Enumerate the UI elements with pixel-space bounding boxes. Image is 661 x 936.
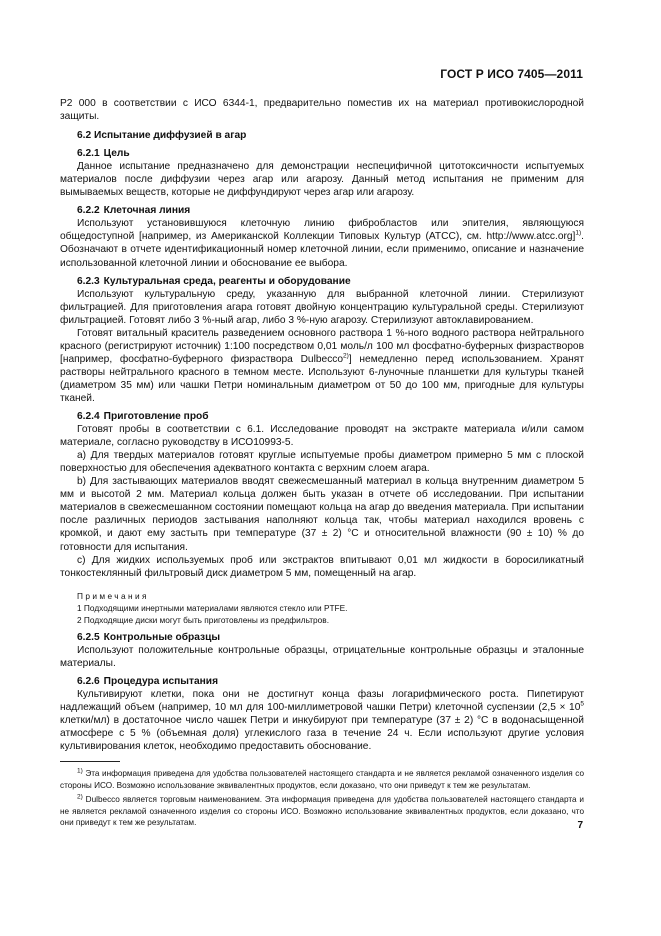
main-text (60, 97, 584, 753)
subsection-heading (60, 631, 584, 644)
section-title: Клеточная линия (103, 205, 191, 217)
text-span: Используют установившуюся клеточную линию фибробластов или эпителия, являющуюся общедоступной [например, из Американской Коллекции Типовых Культур (АТСС), см. http://www.atcc.org] (60, 218, 584, 243)
section-number: 6.2.2 (77, 205, 100, 217)
list-item: c) Для жидких используемых проб или экстрактов впитывают 0,01 мл жидкости в боросиликатный тонкостеклянный фильтровый диск диаметром 5 мм, помещенный на агар. (60, 554, 584, 579)
text-span: клетки/мл) в достаточное число чашек Петри и инкубируют при температуре (37 ± 2) °С в водонасыщенной атмосфере с 5 % (объемная доля) углекислого газа в течение 24 ч. Если используют другие условия культивирования клеток, необходимо предоставить обоснование. (60, 714, 584, 753)
section-title: Цель (103, 148, 130, 160)
paragraph: Используют положительные контрольные образцы, отрицательные контрольные образцы и эталонные материалы. (60, 644, 584, 669)
paragraph: Используют культуральную среду, указанную для выбранной клеточной линии. Стерилизуют фильтрацией. Для приготовления агара готовят двойную концентрацию культуральной среды. Стерилизуют фильтрацией. Готовят либо 3 %-ный агар, либо 3 %-ную агарозу. Стерилизуют автоклавированием. (60, 288, 584, 326)
paragraph: Данное испытание предназначено для демонстрации неспецифичной цитотоксичности испытуемых материалов после диффузии через агар или агарозу. Данный метод испытания не применим для вымываемых веществ, которые не диффундируют через агар или агарозу. (60, 161, 584, 199)
list-item: a) Для твердых материалов готовят круглые испытуемые пробы диаметром примерно 5 мм с плоской поверхностью для обеспечения адекватного контакта с верхним слоем агара. (60, 450, 584, 475)
text-span: . Обозначают в отчете идентификационный номер клеточной линии, если применимо, описание и назначение использованной клеточной линии и обоснование ее выбора. (60, 231, 584, 269)
section-number: 6.2.1 (77, 148, 100, 160)
paragraph (60, 327, 584, 405)
footnote-ref: 2) (343, 352, 349, 360)
paragraph (60, 688, 584, 753)
section-number: 6.2.3 (77, 275, 100, 287)
footnote-ref: 1) (575, 230, 582, 238)
subsection-heading (60, 410, 584, 423)
section-title: Процедура испытания (103, 675, 219, 687)
page-number: 7 (577, 820, 583, 831)
list-item: b) Для застывающих материалов вводят свежесмешанный материал в кольца внутренним диаметром 5 мм и высотой 2 мм. Материал кольца должен быть указан в отчете об исследовании. При испытании материалов в свежесмешанном состоянии помещают кольца на агар до введения материала. При испытании после различных периодов застывания наполняют кольца так, чтобы материал находился вровень с кромкой, и дают ему застыть при температуре (37 ± 2) °С и относительной влажности (90 ± 10) % до готовности для испытания. (60, 476, 584, 553)
footnote-text: Эта информация приведена для удобства пользователей настоящего стандарта и не является рекламой означенного изделия со стороны ИСО. Возможно использование эквивалентных продуктов, если доказано, что они приведут к тем же результатам. (60, 769, 585, 790)
subsection-heading (60, 204, 584, 217)
section-title: Культуральная среда, реагенты и оборудование (103, 275, 351, 287)
section-number: 6.2.6 (77, 675, 100, 687)
notes-block (60, 590, 584, 626)
standard-header: ГОСТ Р ИСО 7405—2011 (440, 67, 583, 81)
paragraph (60, 217, 584, 269)
section-title: Приготовление проб (103, 411, 209, 423)
footnote (60, 794, 584, 829)
subsection-heading (60, 147, 584, 160)
note-item: 1 Подходящими инертными материалами являются стекло или PTFE. (77, 602, 348, 613)
paragraph: Р2 000 в соответствии с ИСО 6344-1, предварительно поместив их на материал противокислородной защиты. (60, 98, 584, 123)
text-span: Культивируют клетки, пока они не достигнут конца фазы логарифмического роста. Пипетируют надлежащий объем (например, 10 мл для 100-миллиметровой чашки Петри) клеточной суспензии (2,5 × 10 (60, 688, 584, 713)
footnote-mark: 2) (77, 793, 83, 801)
note-item: 2 Подходящие диски могут быть приготовлены из предфильтров. (77, 614, 329, 625)
text-span: ] немедленно перед использованием. Хранят растворы нейтрального красного в темном месте. Используют 6-луночные планшетки для культуры тканей (диаметром 35 мм) или чашки Петри номинальным диаметром от 50 до 100 мм, пригодные для культуры тканей. (60, 353, 584, 404)
footnotes (60, 768, 584, 832)
footnote-text: Dulbecco является торговым наименованием. Эта информация приведена для удобства пользователей настоящего стандарта и не является рекламой означенного изделия со стороны ИСО. Возможно использование эквивалентных продуктов, если доказано, что они приведут к тем же результатам. (60, 795, 585, 828)
superscript: 5 (580, 700, 584, 708)
notes-title: Примечания (77, 590, 149, 601)
footnote-divider (60, 761, 120, 762)
footnote-mark: 1) (77, 767, 83, 775)
section-heading: 6.2 Испытание диффузией в агар (77, 130, 247, 142)
section-number: 6.2.4 (77, 411, 100, 423)
section-title: Контрольные образцы (103, 631, 221, 643)
subsection-heading (60, 675, 584, 688)
section-number: 6.2.5 (77, 631, 100, 643)
subsection-heading (60, 275, 584, 288)
paragraph: Готовят пробы в соответствии с 6.1. Исследование проводят на экстракте материала и/или самом материале, согласно руководству в ИСО10993-5. (60, 424, 584, 449)
text-span: Готовят витальный краситель разведением основного раствора 1 %-ного водного раствора нейтрального красного (регистрируют источник) 1:100 посредством 0,01 моль/л 100 мл фосфатно-буферных физрастворов [например, фосфатно-буферного физраствора Dulbecco (60, 327, 584, 365)
footnote (60, 768, 584, 791)
